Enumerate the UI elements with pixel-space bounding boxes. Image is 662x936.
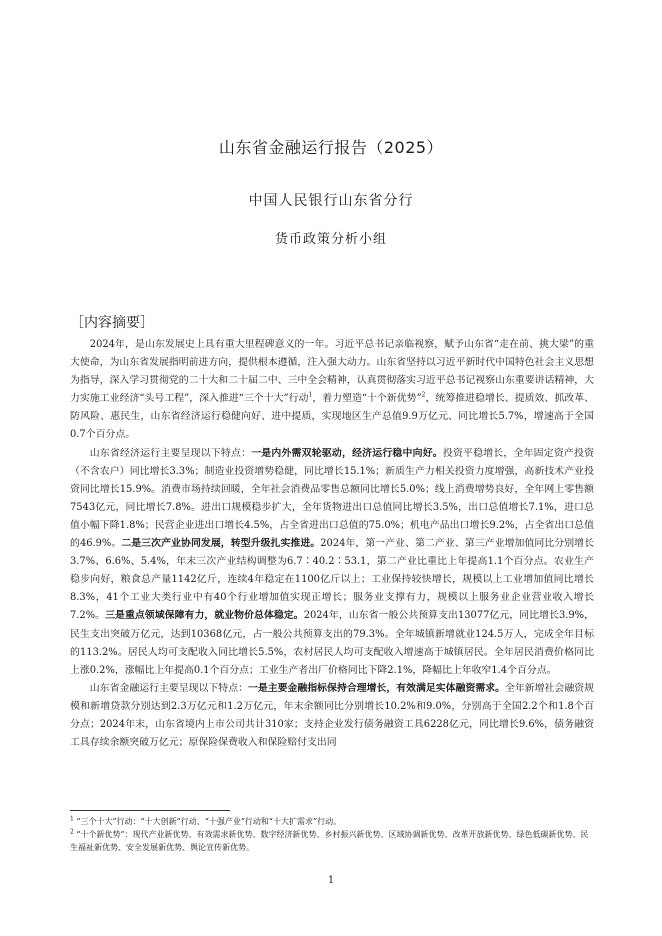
paragraph-text: 投资平稳增长，全年固定资产投资（不含农户）同比增长3.3%；制造业投资增势稳健，同比增长15.1%；新质生产力相关投资力度增强，高新技术产业投资同比增长15.9%。消费市场持续回暖，全年社会消费品零售总额同比增长5.0%；线上消费增势良好，全年网上零售额7543亿元，同比增长7.8%。进出口规模稳步扩大，全年货物进出口总值同比增长3.5%，出口总值增长7.1%，进口总值小幅下降1.8%；民营企业进出口增长4.5%，占全省进出口总值的75.0%；机电产品出口增长9.2%，占全省出口总值的46.9%。 bbox=[70, 447, 594, 550]
footnote-text-1: “三个十大”行动：“十大创新”行动、“十强产业”行动和“十大扩需求”行动。 bbox=[76, 817, 342, 826]
footnote-text-2: “十个新优势”：现代产业新优势、有效需求新优势、数字经济新优势、乡村振兴新优势、区域协调新优势、改革开放新优势、绿色低碳新优势、民生福祉新优势、安全发展新优势、舆论宣传新优势。 bbox=[70, 830, 589, 852]
paragraph-text: 全年新增社会融资规模和新增贷款分别达到2.3万亿元和1.2万亿元，年末余额同比分别增长10.2%和9.0%，分别高于全国2.2个和1.8个百分点；2024年末，山东省境内上市公司共计310家；支持企业发行债务融资工具6228亿元，同比增长9.6%，债务融资工具存续余额突破万亿元；原保险保费收入和保险赔付支出同 bbox=[70, 682, 594, 749]
footnote-1 bbox=[70, 815, 594, 828]
key-point-financial-1: 一是主要金融指标保持合理增长，有效满足实体融资需求。 bbox=[247, 682, 505, 694]
paragraph-text: ，着力塑造“十个新优势” bbox=[312, 393, 422, 405]
key-point-2: 二是三次产业协同发展，转型升级扎实推进。 bbox=[121, 538, 321, 550]
abstract-heading: ［内容摘要］ bbox=[70, 315, 154, 331]
footnote-mark-1: 1 bbox=[70, 815, 74, 823]
footnote-mark-2: 2 bbox=[70, 828, 74, 836]
page-number: 1 bbox=[327, 875, 335, 886]
abstract-paragraph-2 bbox=[70, 445, 594, 680]
footnotes bbox=[70, 815, 594, 854]
report-title: 山东省金融运行报告（2025） bbox=[218, 138, 444, 157]
key-point-1: 一是内外需双轮驱动，经济运行稳中向好。 bbox=[251, 447, 443, 459]
abstract-paragraph-3 bbox=[70, 680, 594, 752]
footnote-divider bbox=[70, 810, 230, 811]
footnote-ref-2: 2 bbox=[421, 391, 426, 399]
abstract-paragraph-1 bbox=[70, 336, 594, 445]
author-organization: 中国人民银行山东省分行 bbox=[248, 193, 414, 209]
paragraph-text: 山东省经济运行主要呈现以下特点： bbox=[89, 447, 252, 459]
paragraph-text: 2024年，山东省一般公共预算支出13077亿元，同比增长3.9%，民生支出突破万亿元，达到10368亿元，占一般公共预算支出的79.3%。全年城镇新增就业124.5万人，完成全年目标的113.2%。居民人均可支配收入同比增长5.5%，农村居民人均可支配收入增速高于城镇居民。全年居民消费价格同比上涨0.2%，涨幅比上年提高0.1个百分点；工业生产者出厂价格同比下降2.1%，降幅比上年收窄1.4个百分点。 bbox=[70, 610, 594, 676]
footnote-ref-1: 1 bbox=[308, 391, 313, 399]
paragraph-text: 山东省金融运行主要呈现以下特点： bbox=[89, 682, 248, 694]
abstract-body bbox=[70, 336, 594, 752]
key-point-3: 三是重点领域保障有力，就业物价总体稳定。 bbox=[105, 610, 304, 622]
paragraph-text: 2024年，第一产业、第二产业、第三产业增加值同比分别增长3.7%、6.6%、5.4%，年末三次产业结构调整为6.7∶40.2∶53.1，第二产业比重比上年提高1.1个百分点。农业生产稳步向好，粮食总产量1142亿斤，连续4年稳定在1100亿斤以上；工业保持较快增长，规模以上工业增加值同比增长8.3%，41个工业大类行业中有40个行业增加值实现正增长；服务业支撑有力，规模以上服务业企业营业收入增长7.2%。 bbox=[70, 538, 594, 622]
footnote-2 bbox=[70, 828, 594, 854]
author-unit: 货币政策分析小组 bbox=[274, 232, 387, 247]
paragraph-text: 2024年，是山东发展史上具有重大里程碑意义的一年。习近平总书记亲临视察，赋予山东省“走在前、挑大梁”的重大使命，为山东省发展指明前进方向，提供根本遵循，注入强大动力。山东省坚持以习近平新时代中国特色社会主义思想为指导，深入学习贯彻党的二十大和二十届二中、三中全会精神，认真贯彻落实习近平总书记视察山东重要讲话精神，大力实施工业经济“头号工程”，深入推进“三个十大”行动 bbox=[70, 339, 594, 405]
paragraph-text: ，统筹推进稳增长、提质效、抓改革、防风险、惠民生，山东省经济运行稳健向好、进中提质，实现地区生产总值9.9万亿元、同比增长5.7%，增速高于全国0.7个百分点。 bbox=[70, 393, 594, 441]
